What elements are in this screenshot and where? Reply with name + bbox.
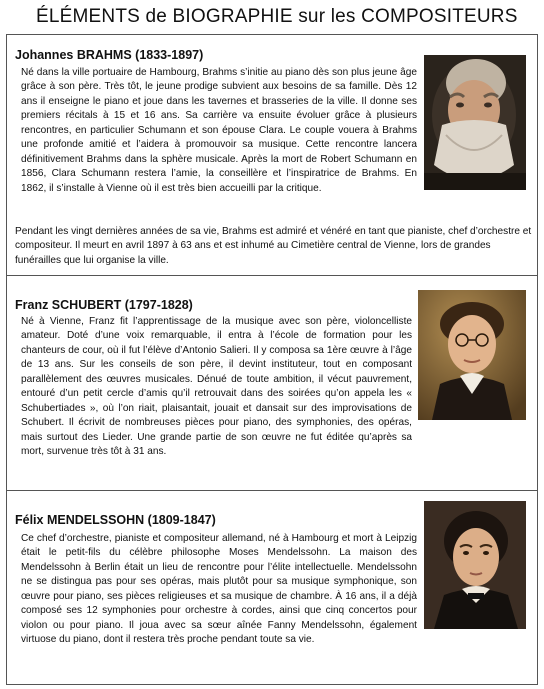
brahms-paragraph-1: Né dans la ville portuaire de Hambourg, Brahms s’initie au piano dès son plus jeune âge grâce à son père. Très tôt, le jeune prodige subvient aux besoins de sa famille. Dès 12 ans il enseigne le piano et joue dans les tavernes et brasseries de la ville. Il donne ses premiers récitals à 15 et 16 ans. Sa carrière va ensuite évoluer grâce à plusieurs rencontres, en particulier Schumann et son épouse Clara. Le couple vouera à Brahms une profonde amitié et l’aidera à promouvoir sa musique. Cette rencontre lancera définitivement Brahms dans la sphère musicale. Après la mort de Robert Schumann en 1856, Clara Schumann restera l’amie, la conseillère et l’inspiratrice de Brahms. En 1862, il s’installe à Vienne où il est très bien accueilli par la critique. (21, 67, 417, 194)
mendelssohn-portrait (424, 501, 526, 629)
page-title: ÉLÉMENTS de BIOGRAPHIE sur les COMPOSITEURS (36, 6, 518, 27)
schubert-portrait (418, 290, 526, 420)
composer-heading-mendelssohn: Félix MENDELSSOHN (1809-1847) (15, 513, 216, 527)
biography-sheet (6, 34, 538, 685)
composer-section-schubert (7, 276, 537, 491)
brahms-portrait (424, 55, 526, 190)
mendelssohn-paragraph: Ce chef d’orchestre, pianiste et compositeur allemand, né à Hambourg et mort à Leipzig était le petit-fils du célèbre philosophe Moses Mendelssohn. La maison des Mendelssohn à Berlin était un lieu de rencontre pour l’élite intellectuelle. Mendelssohn ne se distingua pas pour ses opéras, mais plutôt pour sa musique symphonique, son œuvre pour piano, ses pièces religieuses et sa musique de chambre. À 16 ans, il a déjà composé ses 12 symphonies pour orchestre à cordes, ainsi que cinq concertos pour violon ou pour piano. Il joua avec sa sœur aînée Fanny Mendelssohn, également virtuose du piano, dont il restera très proche pendant toute sa vie. (21, 533, 417, 646)
schubert-paragraph: Né à Vienne, Franz fit l’apprentissage de la musique avec son père, violoncelliste amateur. Doté d’une voix remarquable, il entra à l’école de formation pour les chanteurs de cour, où il fut l’élève d’Antonio Salieri. Il y composa sa 1ère œuvre à l’âge de 13 ans. Sur les conseils de son père, il devint instituteur, tout en composant parallèlement des œuvres musicales. Dénué de toute ambition, il vécut pauvrement, entouré d’un petit cercle d’amis qu’il retrouvait dans des soirées qu’on appela les « Schubertiades », où l’on riait, plaisantait, jouait et dansait sur des improvisations de Schubert. Il écrivit de nombreuses pièces pour piano, des symphonies, des opéras, mais surtout des Lieder. Une grande partie de son œuvre ne fut éditée qu’après sa mort, survenue très tôt à 31 ans. (21, 316, 412, 458)
composer-heading-brahms: Johannes BRAHMS (1833-1897) (15, 48, 204, 62)
composer-heading-schubert: Franz SCHUBERT (1797-1828) (15, 298, 193, 312)
composer-section-brahms (7, 35, 537, 276)
composer-section-mendelssohn (7, 491, 537, 684)
brahms-paragraph-2: Pendant les vingt dernières années de sa vie, Brahms est admiré et vénéré en tant que pianiste, chef d’orchestre et compositeur. Il meurt en avril 1897 à 63 ans et est inhumé au Cimetière central de Vienne, lors de grandes funérailles que lui organise la ville. (15, 226, 532, 266)
